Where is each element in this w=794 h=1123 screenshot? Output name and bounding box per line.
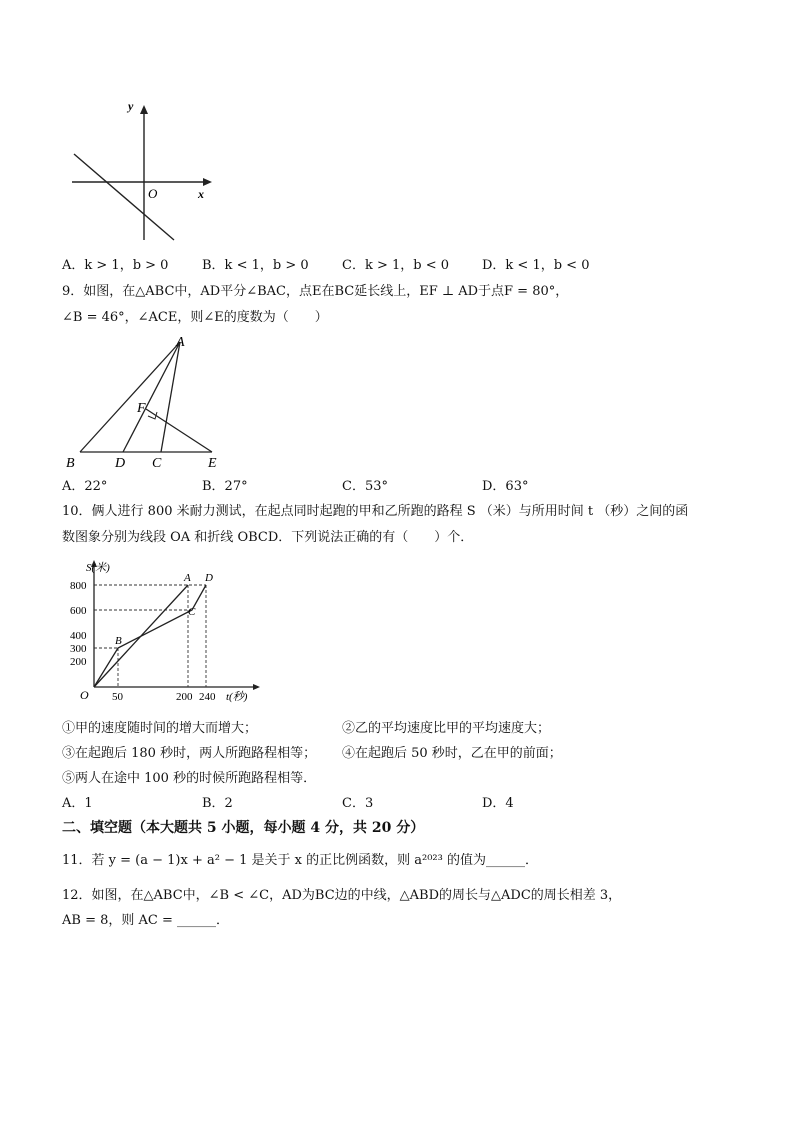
q8-option-a: A．k > 1，b > 0 [62, 258, 169, 273]
q10-figure [60, 557, 260, 707]
x-axis-arrow [203, 178, 212, 186]
q9-line1: 9．如图，在△ABC中，AD平分∠BAC，点E在BC延长线上，EF ⊥ AD于点F = 80°， [62, 284, 569, 299]
svg-text:800: 800 [70, 580, 87, 592]
svg-text:A: A [176, 335, 185, 350]
q12-line1: 12．如图，在△ABC中，∠B < ∠C，AD为BC边的中线，△ABD的周长与△ADC的周长相差 3， [62, 888, 622, 903]
q9-option-c: C．53° [342, 479, 388, 494]
function-line [74, 154, 174, 240]
svg-text:F: F [137, 401, 146, 416]
svg-text:D: D [115, 456, 126, 471]
q10-option-d: D．4 [482, 796, 514, 811]
svg-text:240: 240 [199, 691, 216, 703]
svg-text:E: E [208, 456, 217, 471]
svg-text:B: B [66, 456, 75, 471]
q10-statement-5: ⑤两人在途中 100 秒的时候所跑路程相等． [62, 771, 317, 786]
q10-option-b: B．2 [202, 796, 233, 811]
svg-text:A: A [184, 572, 191, 584]
svg-text:200: 200 [70, 656, 87, 668]
svg-text:S(米): S(米) [86, 562, 110, 574]
x-label: x [198, 187, 204, 201]
q10-option-a: A．1 [62, 796, 93, 811]
svg-text:300: 300 [70, 643, 87, 655]
q10-line2: 数图象分别为线段 OA 和折线 OBCD．下列说法正确的有（ ）个． [62, 530, 474, 545]
q9-option-a: A．22° [62, 479, 108, 494]
section-2-heading: 二、填空题（本大题共 5 小题，每小题 4 分，共 20 分） [62, 820, 425, 836]
q10-statement-3: ③在起跑后 180 秒时，两人所跑路程相等； [62, 746, 317, 761]
origin-label: O [148, 186, 158, 201]
q8-option-b: B．k < 1，b > 0 [202, 258, 309, 273]
q9-figure [60, 334, 240, 474]
y-axis-arrow [140, 105, 148, 114]
y-label: y [128, 99, 134, 113]
svg-text:B: B [115, 635, 122, 647]
q12-line2: AB = 8，则 AC = ______． [62, 913, 229, 928]
q9-line2: ∠B = 46°，∠ACE，则∠E的度数为（ ） [62, 310, 328, 325]
svg-text:600: 600 [70, 605, 87, 617]
svg-text:50: 50 [112, 691, 123, 703]
svg-text:400: 400 [70, 630, 87, 642]
q8-figure [66, 96, 226, 246]
q10-option-c: C．3 [342, 796, 374, 811]
q10-statement-2: ②乙的平均速度比甲的平均速度大； [342, 721, 551, 736]
q9-option-b: B．27° [202, 479, 248, 494]
svg-text:C: C [188, 606, 196, 618]
q8-option-d: D．k < 1，b < 0 [482, 258, 590, 273]
svg-text:t(秒): t(秒) [226, 691, 248, 703]
svg-text:200: 200 [176, 691, 193, 703]
svg-text:C: C [152, 456, 162, 471]
q10-statement-1: ①甲的速度随时间的增大而增大； [62, 721, 258, 736]
q8-option-c: C．k > 1，b < 0 [342, 258, 450, 273]
svg-text:O: O [80, 688, 89, 702]
q10-line1: 10．俩人进行 800 米耐力测试，在起点同时起跑的甲和乙所跑的路程 S （米）与所用时间 t （秒）之间的函 [62, 504, 689, 519]
q11: 11．若 y = (a − 1)x + a² − 1 是关于 x 的正比例函数，则 a²⁰²³ 的值为______． [62, 853, 538, 868]
q10-statement-4: ④在起跑后 50 秒时，乙在甲的前面； [342, 746, 562, 761]
q9-option-d: D．63° [482, 479, 529, 494]
svg-text:D: D [205, 572, 213, 584]
